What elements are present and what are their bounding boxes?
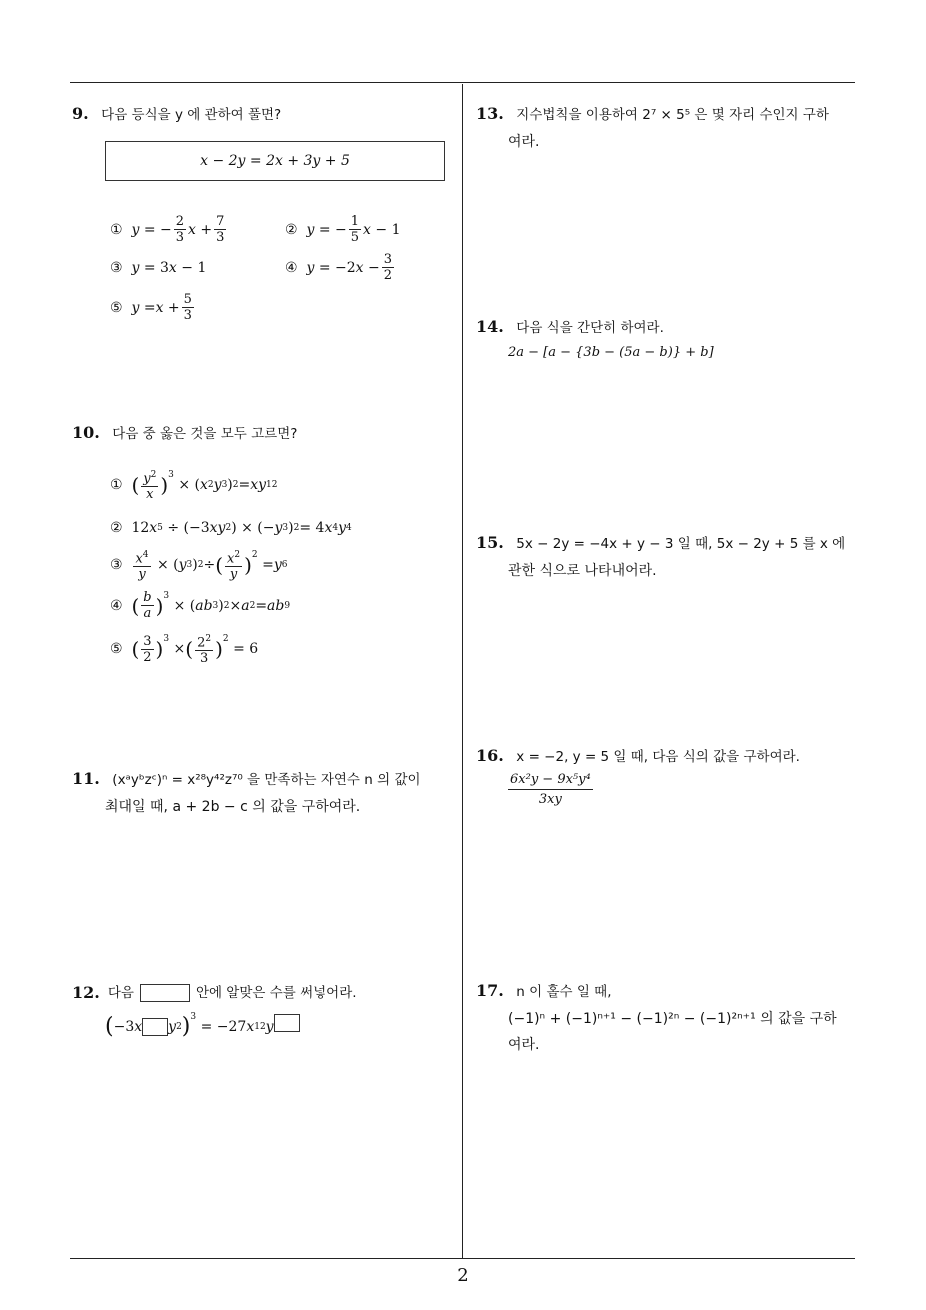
question-17-line-3: 여라. [508,1037,540,1053]
q10-option-2[interactable]: ② 12 x 5 ÷ (−3 xy 2 ) × (− y 3 ) 2 = 4 x 4 y 4 [110,520,352,536]
question-16 [476,743,800,770]
question-17 [476,978,612,1005]
question-16-fraction [508,772,593,807]
question-12-equation: ( −3 x y 2 ) $^3$ = −27 x 12 y [105,1014,300,1039]
question-number: 16. [476,746,504,765]
question-11 [72,766,421,793]
question-stem-a: 다음 [107,985,134,1001]
question-stem: 다음 등식을 y 에 관하여 풀면? [101,107,282,123]
question-stem-b: 안에 알맞은 수를 써넣어라. [195,985,357,1001]
question-number: 12. [72,983,100,1002]
question-line-1: (xᵃyᵇzᶜ)ⁿ = x²⁸y⁴²z⁷⁰ 을 만족하는 자연수 n 의 값이 [112,772,421,788]
question-14-expression: 2a − [a − {3b − (5a − b)} + b] [508,345,714,360]
question-line-1: n 이 홀수 일 때, [516,984,612,1000]
question-number: 10. [72,423,100,442]
question-12 [72,980,357,1006]
q9-option-3[interactable]: ③ y = 3 x − 1 [110,260,207,276]
answer-blank[interactable] [140,984,190,1002]
question-number: 15. [476,533,504,552]
question-11-line-2: 최대일 때, a + 2b − c 의 값을 구하여라. [105,799,361,815]
equation-box: x − 2y = 2x + 3y + 5 [105,141,445,181]
question-stem: 다음 중 옳은 것을 모두 고르면? [112,426,298,442]
question-14 [476,314,664,341]
question-17-line-2: (−1)ⁿ + (−1)ⁿ⁺¹ − (−1)²ⁿ − (−1)²ⁿ⁺¹ 의 값을 구하 [508,1011,837,1027]
question-line-1: 지수법칙을 이용하여 2⁷ × 5⁵ 은 몇 자리 수인지 구하 [516,107,829,123]
bottom-rule [70,1258,855,1259]
question-15-line-2: 관한 식으로 나타내어라. [508,563,657,579]
question-number: 9. [72,104,89,123]
question-number: 14. [476,317,504,336]
q9-option-4[interactable]: ④ y = −2 x − $\frac{3}{2}$ [285,252,393,283]
page-number: 2 [457,1265,469,1286]
question-number: 11. [72,769,100,788]
question-stem: x = −2, y = 5 일 때, 다음 식의 값을 구하여라. [516,749,800,765]
question-number: 13. [476,104,504,123]
q10-option-3[interactable]: ③ $\frac{x^4}{y}$ × ( y 3 ) 2 ÷ ( $\frac{x^2}{y}$ ) $^2$ = y 6 [110,550,288,583]
answer-blank[interactable] [274,1014,300,1032]
top-rule [70,82,855,83]
question-10 [72,420,297,447]
q10-option-5[interactable]: ⑤ ( $\frac{3}{2}$ ) $^3$ × ( $\frac{2^2}{3}$ ) $^2$ = 6 [110,633,259,667]
question-number: 17. [476,981,504,1000]
q9-option-1[interactable]: ① y = − $\frac{2}{3}$ x + $\frac{7}{3}$ [110,214,225,245]
question-9 [72,101,281,128]
question-13-line-2: 여라. [508,134,540,150]
question-15 [476,530,845,557]
q10-option-4[interactable]: ④ ( $\frac{b}{a}$ ) $^3$ × ( ab 3 ) 2 × a 2 = ab 9 [110,590,291,621]
answer-blank[interactable] [142,1018,168,1036]
question-line-1: 5x − 2y = −4x + y − 3 일 때, 5x − 2y + 5 를 x 에 [516,536,846,552]
q9-option-2[interactable]: ② y = − $\frac{1}{5}$ x − 1 [285,214,401,245]
fraction-numerator: 6x²y − 9x⁵y⁴ [508,772,593,790]
question-stem: 다음 식을 간단히 하여라. [516,320,664,336]
fraction-denominator: 3xy [538,792,562,807]
q10-option-1[interactable]: ① ( $\frac{y^2}{x}$ ) $^3$ × ( x 2 y 3 ) 2 = xy 12 [110,470,278,503]
question-13 [476,101,829,128]
q9-option-5[interactable]: ⑤ y = x + $\frac{5}{3}$ [110,292,192,323]
column-divider [462,84,463,1259]
